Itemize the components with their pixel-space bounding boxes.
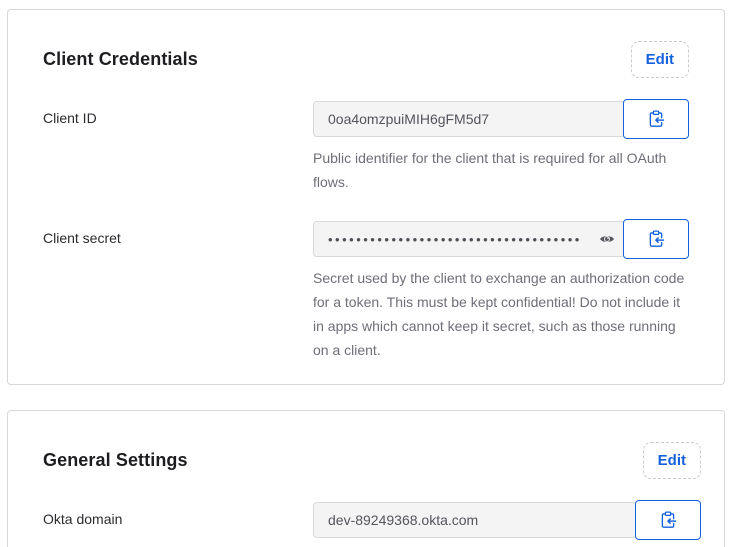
general-settings-title: General Settings [43, 450, 188, 470]
okta-domain-input[interactable] [313, 502, 637, 538]
general-settings-header [43, 442, 701, 479]
client-secret-value-area [313, 219, 689, 362]
client-id-help-text: Public identifier for the client that is required for all OAuth flows. [313, 150, 667, 190]
clipboard-copy-icon [647, 230, 665, 248]
show-secret-toggle[interactable] [598, 231, 616, 247]
client-id-input[interactable] [313, 101, 625, 137]
clipboard-copy-icon [647, 110, 665, 128]
client-secret-help-text: Secret used by the client to exchange an authorization code for a token. This must be kept confidential! Do not include it in apps which cannot keep it secret, such as those running on a client. [313, 270, 685, 358]
client-credentials-header [43, 41, 689, 78]
okta-domain-label: Okta domain [43, 511, 123, 527]
client-credentials-card [7, 9, 725, 385]
client-secret-row [43, 219, 689, 362]
client-id-label: Client ID [43, 110, 97, 126]
client-id-value-area [313, 99, 689, 194]
client-credentials-title: Client Credentials [43, 49, 198, 69]
clipboard-copy-icon [659, 511, 677, 529]
eye-icon [599, 233, 615, 245]
okta-domain-row [43, 500, 701, 540]
client-id-row [43, 99, 689, 194]
general-settings-card [7, 410, 725, 547]
general-settings-edit-button[interactable]: Edit [643, 442, 701, 479]
copy-client-secret-button[interactable] [623, 219, 689, 259]
client-credentials-edit-button[interactable]: Edit [631, 41, 689, 78]
okta-domain-value-area [313, 500, 701, 540]
client-secret-label: Client secret [43, 230, 121, 246]
copy-client-id-button[interactable] [623, 99, 689, 139]
client-secret-input[interactable] [313, 221, 625, 257]
copy-okta-domain-button[interactable] [635, 500, 701, 540]
